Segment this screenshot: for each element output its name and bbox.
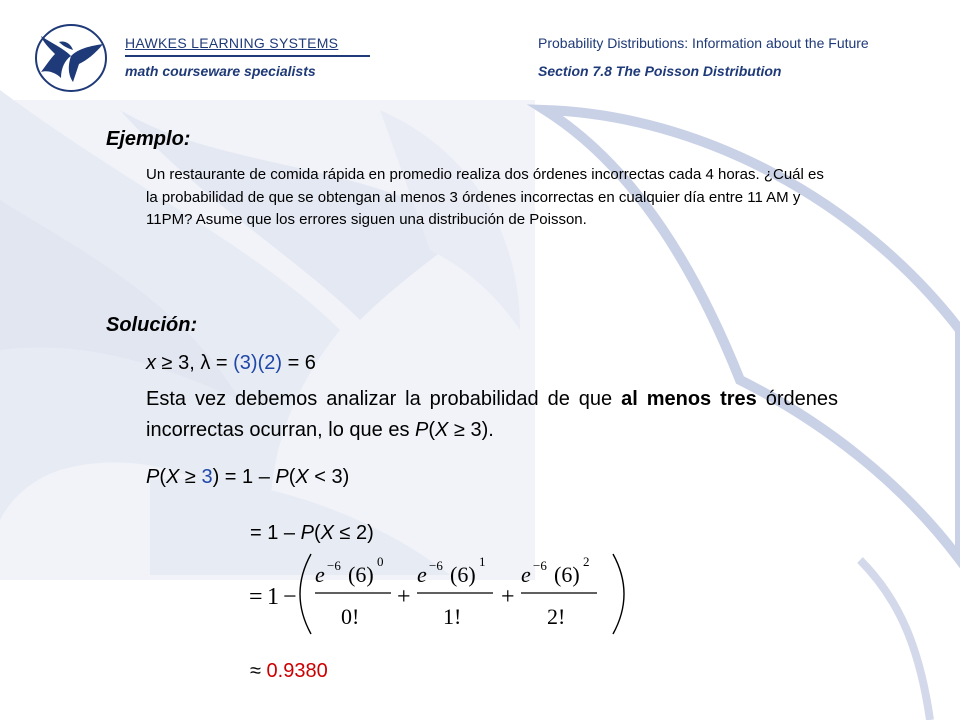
term-1-power: 1 bbox=[479, 554, 486, 569]
eq1-p2: P bbox=[275, 466, 289, 488]
condition: ≥ 3, bbox=[156, 352, 201, 374]
left-paren bbox=[300, 554, 311, 634]
section-title: Section 7.8 The Poisson Distribution bbox=[538, 63, 782, 79]
eq1-ge: ≥ bbox=[179, 466, 202, 488]
eq2-o: ( bbox=[313, 522, 321, 544]
answer-value: 0.9380 bbox=[266, 660, 328, 682]
plus-1: + bbox=[397, 584, 411, 610]
example-heading: Ejemplo: bbox=[106, 128, 191, 150]
eq1-three: 3 bbox=[201, 466, 213, 488]
term-0-base: e bbox=[315, 562, 325, 587]
hawkes-eagle-logo bbox=[33, 22, 109, 94]
eq1-lt: < 3) bbox=[308, 466, 350, 488]
final-answer bbox=[250, 660, 328, 683]
solution-paragraph bbox=[146, 384, 838, 446]
header-underline bbox=[125, 55, 370, 57]
solution-heading: Solución: bbox=[106, 314, 198, 336]
company-name: HAWKES LEARNING SYSTEMS bbox=[125, 35, 339, 51]
term-1-den: 1! bbox=[443, 604, 462, 629]
eq1-p1: P bbox=[146, 466, 160, 488]
term-1 bbox=[417, 554, 493, 629]
para-open: ( bbox=[428, 419, 436, 441]
equals: = bbox=[210, 352, 234, 374]
eq2-tail: ≤ 2) bbox=[333, 522, 374, 544]
equation-complement bbox=[146, 466, 349, 489]
term-2-base: e bbox=[521, 562, 531, 587]
term-2 bbox=[521, 554, 597, 629]
lambda-product: (3)(2) bbox=[233, 352, 283, 374]
lambda-line bbox=[146, 352, 316, 375]
para-bold: al menos tres bbox=[621, 388, 757, 410]
term-2-exp: −6 bbox=[533, 558, 547, 573]
eq1-o1: ( bbox=[159, 466, 167, 488]
eq1-x1: X bbox=[166, 466, 180, 488]
term-1-exp: −6 bbox=[429, 558, 443, 573]
eq1-o2: ( bbox=[288, 466, 296, 488]
example-problem-text: Un restaurante de comida rápida en promedio realiza dos órdenes incorrectas cada 4 horas. ¿Cuál es la probabilidad de que se obtengan al menos 3 órdenes incorrectas en cualquier día entre 11 AM y 11PM? Asume que los errores siguen una distribución de Poisson. bbox=[146, 166, 824, 228]
term-0 bbox=[315, 554, 391, 629]
term-2-power: 2 bbox=[583, 554, 590, 569]
var-x: x bbox=[146, 352, 156, 374]
para-text-2: órdenes incorrectas ocurran, lo que es bbox=[146, 388, 838, 441]
lambda-symbol: λ bbox=[200, 352, 211, 374]
eq2-p: P bbox=[300, 522, 314, 544]
term-0-exp: −6 bbox=[327, 558, 341, 573]
para-p: P bbox=[415, 419, 429, 441]
lambda-result: = 6 bbox=[282, 352, 316, 374]
eq2-lead: = 1 – bbox=[250, 522, 301, 544]
eq2-x: X bbox=[320, 522, 334, 544]
term-0-power: 0 bbox=[377, 554, 384, 569]
course-title: Probability Distributions: Information about the Future bbox=[538, 35, 869, 51]
eq1-x2: X bbox=[295, 466, 309, 488]
term-1-mid: (6) bbox=[450, 562, 476, 587]
term-2-den: 2! bbox=[547, 604, 566, 629]
company-tagline: math courseware specialists bbox=[125, 63, 316, 79]
term-1-base: e bbox=[417, 562, 427, 587]
formula-one: 1 bbox=[267, 584, 279, 610]
formula-minus: − bbox=[283, 584, 297, 610]
approx-symbol: ≈ bbox=[250, 660, 261, 682]
para-text-1: Esta vez debemos analizar la probabilidad de que bbox=[146, 388, 622, 410]
poisson-sum-formula bbox=[245, 548, 645, 640]
eq1-mid: ) = 1 – bbox=[212, 466, 276, 488]
term-2-mid: (6) bbox=[554, 562, 580, 587]
right-paren bbox=[613, 554, 624, 634]
para-tail: ≥ 3). bbox=[448, 419, 494, 441]
plus-2: + bbox=[501, 584, 515, 610]
term-0-den: 0! bbox=[341, 604, 360, 629]
equation-cumulative bbox=[250, 522, 374, 545]
para-x: X bbox=[435, 419, 449, 441]
formula-equals: = bbox=[249, 584, 263, 610]
term-0-mid: (6) bbox=[348, 562, 374, 587]
